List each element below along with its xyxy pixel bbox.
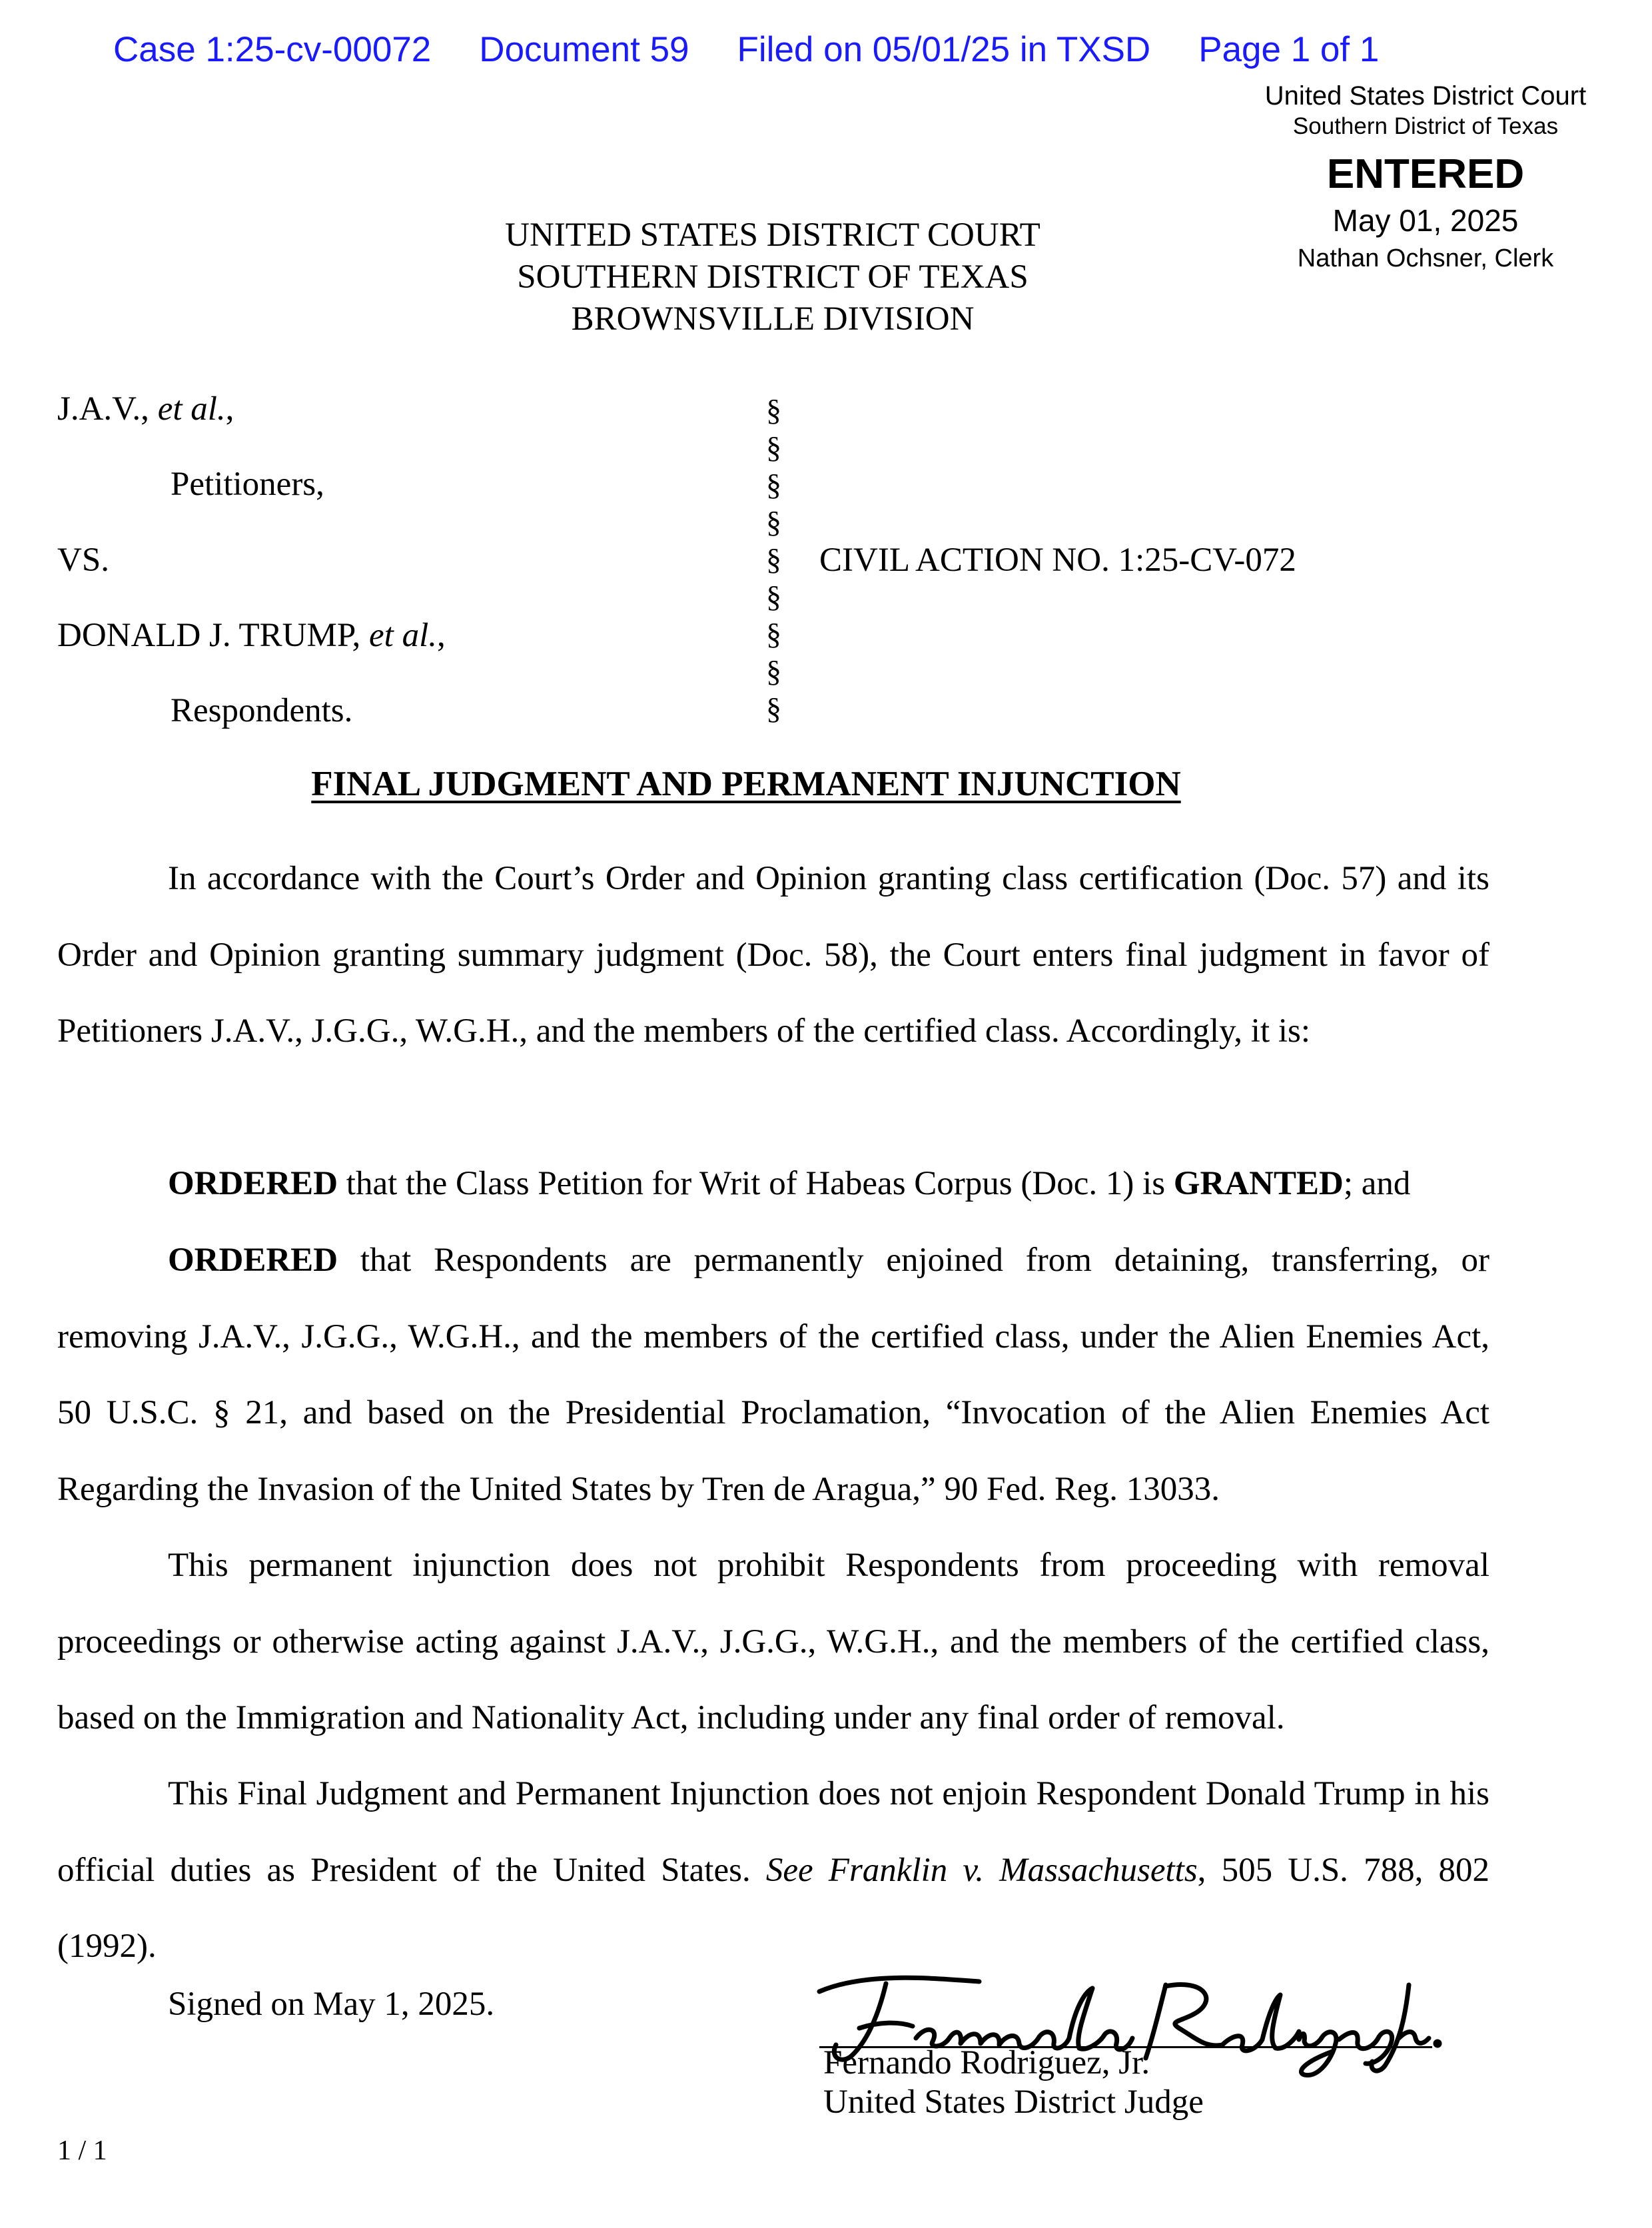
- signed-date: Signed on May 1, 2025.: [168, 1986, 495, 2023]
- section-symbol: §: [766, 691, 781, 725]
- document-title: [0, 764, 1492, 804]
- civil-action-number: CIVIL ACTION NO. 1:25-CV-072: [819, 542, 1296, 579]
- paragraph-order-granted: ORDERED that the Class Petition for Writ of Habeas Corpus (Doc. 1) is GRANTED; and: [168, 1165, 1411, 1202]
- section-symbol: §: [766, 579, 781, 613]
- granted-label: GRANTED: [1173, 1165, 1344, 1202]
- paragraph-order-injunction: ORDERED that Respondents are permanently enjoined from detaining, transferring, or removing J.A.V., J.G.G., W.G.H., and the members of the certified class, under the Alien Enemies Act, 50 U.S.C. § 21, and based on the Presidential Proclamation, “Invocation of the Alien Enemies Act Regarding the Invasion of the United States by Tren de Aragua,” 90 Fed. Reg. 13033.: [57, 1242, 1489, 1508]
- stamp-status: ENTERED: [1326, 151, 1525, 197]
- section-symbol: §: [766, 430, 781, 464]
- document-title-text: FINAL JUDGMENT AND PERMANENT INJUNCTION: [311, 765, 1181, 803]
- court-heading-line-1: UNITED STATES DISTRICT COURT: [505, 216, 1040, 254]
- ecf-filed-date: Filed on 05/01/25 in TXSD: [737, 30, 1151, 69]
- ecf-document-number: Document 59: [479, 30, 689, 69]
- ecf-header: [113, 29, 1379, 70]
- caption-respondents-label: Respondents.: [171, 692, 353, 729]
- judge-name: Fernando Rodriguez, Jr.: [823, 2044, 1150, 2081]
- paragraph-president-exception: This Final Judgment and Permanent Injunction does not enjoin Respondent Donald Trump in his official duties as President of the United States. See Franklin v. Massachusetts, 505 U.S. 788, 802 (1992).: [57, 1775, 1489, 1965]
- stamp-clerk: Nathan Ochsner, Clerk: [1297, 244, 1554, 272]
- judge-block: [823, 2043, 1204, 2122]
- case-citation: See Franklin v. Massachusetts: [765, 1851, 1198, 1889]
- section-symbol: §: [766, 654, 781, 688]
- section-symbol: §: [766, 505, 781, 539]
- stamp-court: United States District Court: [1264, 81, 1587, 111]
- ordered-label: ORDERED: [168, 1242, 338, 1279]
- stamp-district: Southern District of Texas: [1292, 113, 1559, 139]
- stamp-date: May 01, 2025: [1332, 203, 1519, 238]
- section-symbol: §: [766, 542, 781, 576]
- section-symbol-column: [766, 392, 781, 727]
- judge-title: United States District Judge: [823, 2083, 1204, 2121]
- caption-petitioners-label: Petitioners,: [171, 466, 324, 503]
- caption-petitioner: J.A.V., et al.,: [57, 390, 234, 428]
- section-symbol: §: [766, 617, 781, 651]
- ordered-label: ORDERED: [168, 1165, 338, 1202]
- court-heading: [393, 214, 1152, 340]
- paragraph-intro: [57, 841, 1489, 1070]
- ecf-case-number: Case 1:25-cv-00072: [113, 30, 432, 69]
- paragraph-removal-proceedings: This permanent injunction does not prohibit Respondents from proceeding with removal proceedings or otherwise acting against J.A.V., J.G.G., W.G.H., and the members of the certified class, based on the Immigration and Nationality Act, including under any final order of removal.: [57, 1547, 1489, 1736]
- court-heading-line-2: SOUTHERN DISTRICT OF TEXAS: [517, 258, 1029, 296]
- paragraph-intro-text: In accordance with the Court’s Order and Opinion granting class certification (Doc. 57) and its Order and Opinion granting summary judgment (Doc. 58), the Court enters final judgment in favor of Petitioners J.A.V., J.G.G., W.G.H., and the members of the certified class. Accordingly, it is:: [57, 860, 1489, 1050]
- caption-respondent: DONALD J. TRUMP, et al.,: [57, 617, 446, 654]
- entered-stamp: [1239, 80, 1612, 277]
- court-heading-line-3: BROWNSVILLE DIVISION: [571, 300, 975, 338]
- section-symbol: §: [766, 393, 781, 427]
- ecf-page-count: Page 1 of 1: [1198, 30, 1380, 69]
- section-symbol: §: [766, 468, 781, 502]
- caption-versus: VS.: [57, 542, 109, 579]
- page-number: 1 / 1: [57, 2135, 107, 2166]
